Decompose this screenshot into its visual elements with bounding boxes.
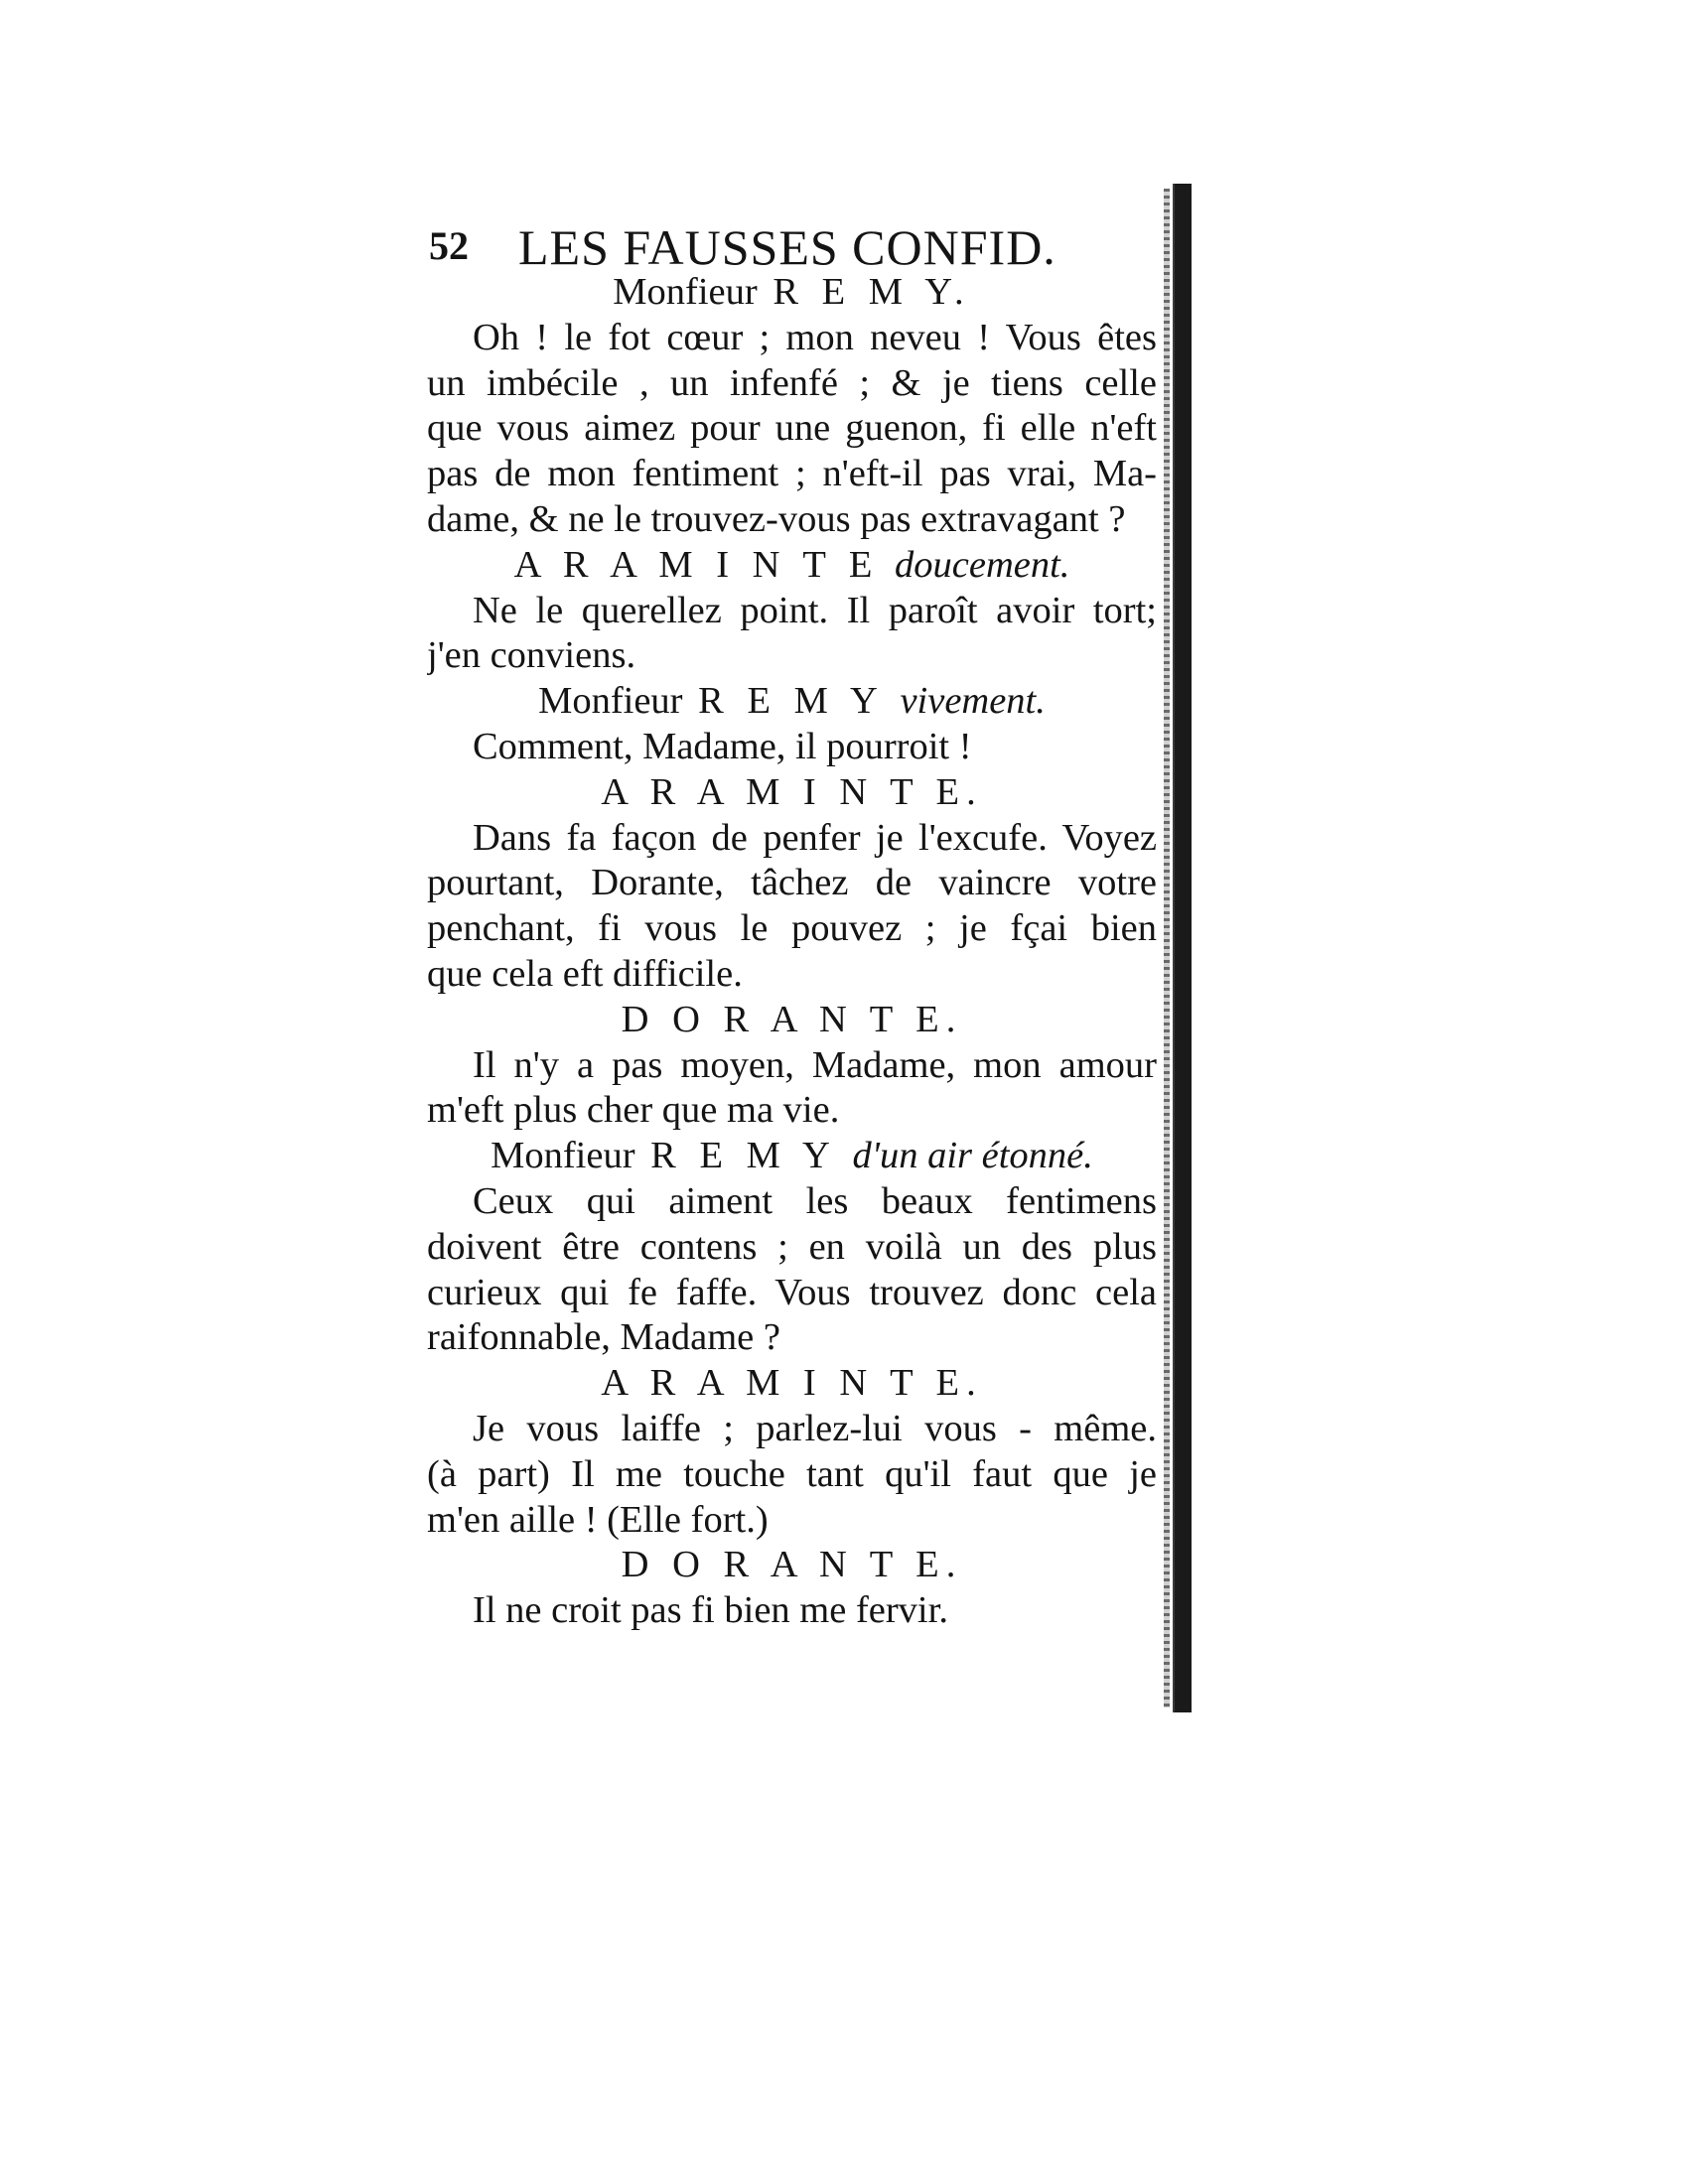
- speaker-heading: [427, 270, 1157, 316]
- speaker-name: R E M Y: [698, 680, 885, 723]
- speaker-name: R E M Y: [650, 1135, 837, 1177]
- stage-direction: vivement.: [900, 680, 1046, 723]
- speaker-name: D O R A N T E.: [621, 998, 963, 1040]
- text-line: Il ne croit pas fi bien me fervir.: [473, 1589, 948, 1632]
- speaker-prefix: Monfieur: [538, 680, 683, 723]
- text-line: un imbécile , un infenfé ; & je tiens celle: [427, 361, 1157, 404]
- speaker-heading: [427, 770, 1157, 816]
- play-text: [427, 270, 1157, 1634]
- text-line: curieux qui fe faffe. Vous trouvez donc cela: [427, 1271, 1157, 1313]
- text-line: Ceux qui aiment les beaux fentimens: [473, 1179, 1157, 1222]
- page-number: 52: [429, 223, 469, 268]
- text-line: dame, & ne le trouvez-vous pas extravagant ?: [427, 497, 1126, 540]
- text-line: Oh ! le fot cœur ; mon neveu ! Vous êtes: [473, 316, 1157, 358]
- text-line: m'eft plus cher que ma vie.: [427, 1089, 840, 1132]
- text-line: doivent être contens ; en voilà un des plus: [427, 1225, 1157, 1268]
- text-line: pourtant, Dorante, tâchez de vaincre votre: [427, 862, 1157, 904]
- speaker-heading: [427, 1543, 1157, 1588]
- page-binding-shadow: [1164, 189, 1170, 1707]
- text-line: Dans fa façon de penfer je l'excufe. Voyez: [473, 816, 1157, 859]
- speaker-name: A R A M I N T E: [513, 543, 880, 586]
- text-line: raifonnable, Madame ?: [427, 1316, 780, 1359]
- speaker-heading: [427, 998, 1157, 1043]
- text-line: que cela eft difficile.: [427, 952, 743, 995]
- speaker-heading: [427, 543, 1157, 589]
- text-line: Je vous laiffe ; parlez-lui vous - même.: [473, 1407, 1157, 1449]
- speaker-name: R E M Y.: [773, 271, 971, 313]
- stage-direction: doucement.: [895, 543, 1070, 586]
- speaker-prefix: Monfieur: [613, 271, 758, 313]
- page-header: [429, 218, 1144, 278]
- running-title: LES FAUSSES CONFID.: [518, 219, 1056, 275]
- text-line: (à part) Il me touche tant qu'il faut que je: [427, 1452, 1157, 1495]
- text-line: Il n'y a pas moyen, Madame, mon amour: [473, 1043, 1157, 1086]
- speaker-name: A R A M I N T E.: [601, 770, 983, 813]
- text-line: penchant, fi vous le pouvez ; je fçai bien: [427, 907, 1157, 950]
- page-binding-edge: [1173, 184, 1192, 1712]
- text-line: pas de mon fentiment ; n'eft-il pas vrai, Ma-: [427, 453, 1157, 495]
- speaker-name: D O R A N T E.: [621, 1544, 963, 1586]
- text-line: m'en aille ! (Elle fort.): [427, 1498, 769, 1541]
- speaker-heading: [427, 679, 1157, 725]
- speaker-heading: [427, 1134, 1157, 1179]
- speaker-heading: [427, 1361, 1157, 1407]
- text-line: Comment, Madame, il pourroit !: [473, 725, 972, 767]
- speaker-prefix: Monfieur: [491, 1135, 635, 1177]
- text-line: que vous aimez pour une guenon, fi elle n'eft: [427, 407, 1157, 450]
- text-line: Ne le querellez point. Il paroît avoir tort;: [473, 589, 1157, 631]
- text-line: j'en conviens.: [427, 634, 636, 677]
- speaker-name: A R A M I N T E.: [601, 1362, 983, 1405]
- stage-direction: d'un air étonné.: [852, 1135, 1093, 1177]
